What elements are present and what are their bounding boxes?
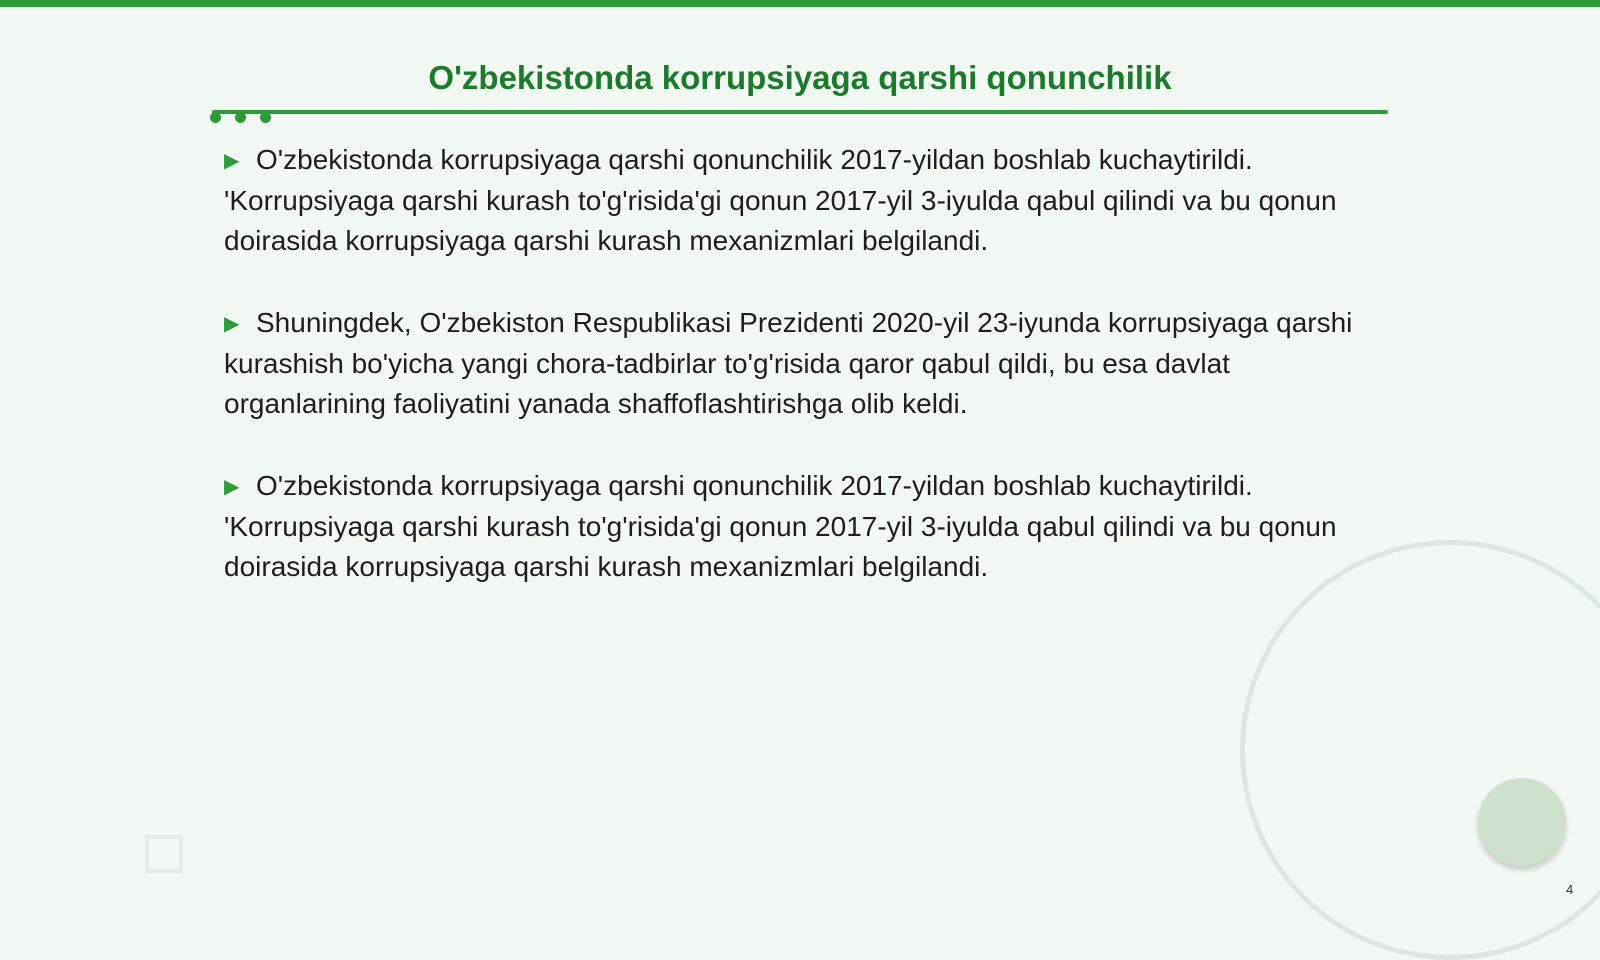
slide-title: O'zbekistonda korrupsiyaga qarshi qonunchilik [428,59,1172,96]
bullet-paragraph-3 [224,466,1354,587]
page-number: 4 [1566,882,1574,897]
bullet-paragraph-2 [224,303,1354,424]
paragraph-text: O'zbekistonda korrupsiyaga qarshi qonunchilik 2017-yildan boshlab kuchaytirildi. 'Korrupsiyaga qarshi kurash to'g'risida'gi qonun 2017-yil 3-iyulda qabul qilindi va bu qonun doirasida korrupsiyaga qarshi kurash mexanizmlari belgilandi. [224,144,1337,256]
decor-dot-2 [235,112,246,123]
decorative-square [145,835,183,873]
title-underline [212,110,1388,114]
paragraph-text: O'zbekistonda korrupsiyaga qarshi qonunchilik 2017-yildan boshlab kuchaytirildi. 'Korrupsiyaga qarshi kurash to'g'risida'gi qonun 2017-yil 3-iyulda qabul qilindi va bu qonun doirasida korrupsiyaga qarshi kurash mexanizmlari belgilandi. [224,470,1337,582]
bullet-arrow-icon: ▶ [224,313,240,335]
top-accent-bar [0,0,1600,7]
bullet-paragraph-1 [224,140,1354,261]
slide-body [224,140,1354,629]
paragraph-text: Shuningdek, O'zbekiston Respublikasi Prezidenti 2020-yil 23-iyunda korrupsiyaga qarshi kurashish bo'yicha yangi chora-tadbirlar to'g'risida qaror qabul qildi, bu esa davlat organlarining faoliyatini yanada shaffoflashtirishga olib keldi. [224,307,1353,419]
decor-dot-3 [260,112,271,123]
decor-dot-1 [210,112,221,123]
bullet-arrow-icon: ▶ [224,150,240,172]
decorative-ball [1478,778,1566,866]
bullet-arrow-icon: ▶ [224,476,240,498]
